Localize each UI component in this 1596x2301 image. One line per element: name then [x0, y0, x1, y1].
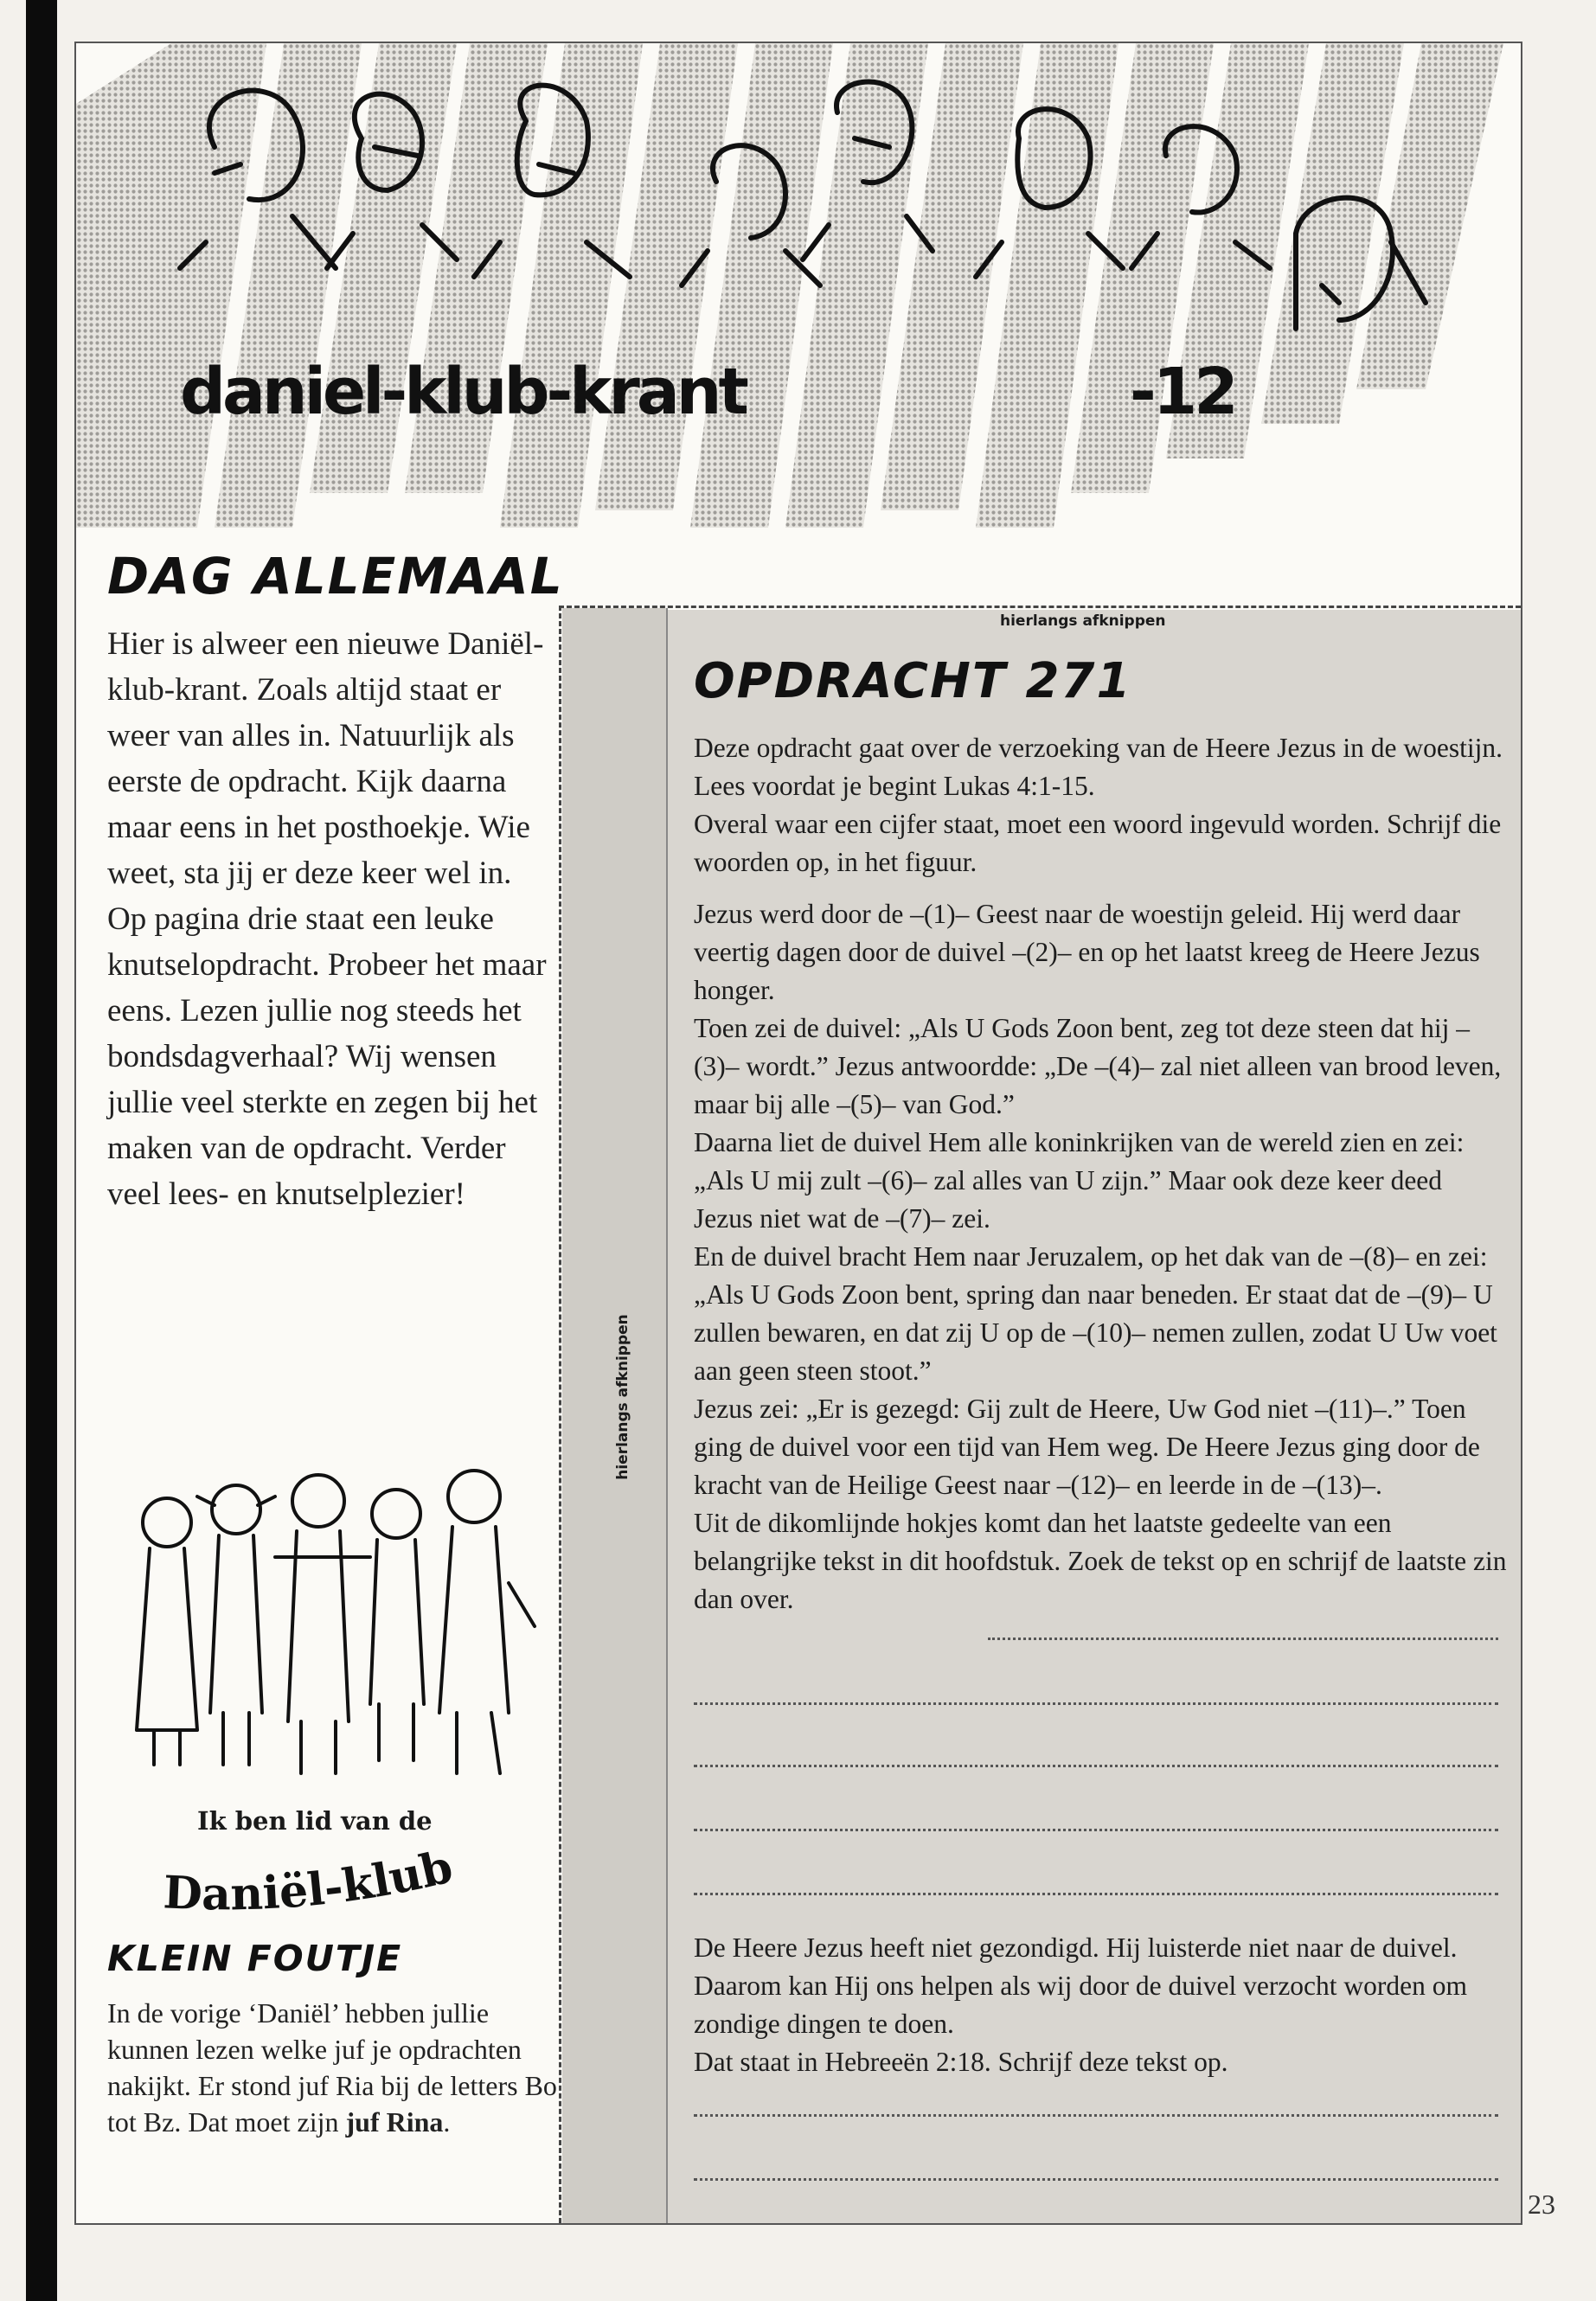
answer-line[interactable] — [694, 2178, 1498, 2181]
answer-line[interactable] — [694, 1829, 1498, 1831]
cut-label-top: hierlangs afknippen — [1000, 612, 1166, 630]
assignment-heading: OPDRACHT 271 — [694, 653, 1132, 709]
answer-line[interactable] — [694, 1765, 1498, 1767]
correction-text-end: . — [443, 2106, 451, 2138]
assignment-story: Jezus werd door de –(1)– Geest naar de woestijn geleid. Hij werd daar veertig dagen door de duivel –(2)– en op het laatst kreeg de Heere Jezus honger. Toen zei de duivel: „Als U Gods Zoon bent, zeg tot deze steen dat hij –(3)– wordt.” Jezus antwoordde: „De –(4)– zal niet alleen van brood leven, maar bij alle –(5)– van God.” Daarna liet de duivel Hem alle koninkrijken van de wereld zien en zei: „Als U mij zult –(6)– zal alles van U zijn.” Maar ook deze keer deed Jezus niet wat de –(7)– zei. En de duivel bracht Hem naar Jeruzalem, op het dak van de –(8)– en zei: „Als U Gods Zoon bent, spring dan naar beneden. Er staat dat de –(9)– U zullen bewaren, en dat zij U op de –(10)– nemen zullen, zodat U Uw voet aan geen steen stoot.” Jezus zei: „Er is gezegd: Gij zult de Heere, Uw God niet –(11)–.” Toen ging de duivel voor een tijd van Hem weg. De Heere Jezus ging door de kracht van de Heilige Geest naar –(12)– en leerde in de –(13)–. Uit de dikomlijnde hokjes komt dan het laatste gedeelte van een belangrijke tekst in dit hoofdstuk. Zoek de tekst op en schrijf de laatste zin dan over. — [694, 899, 1507, 1614]
masthead — [76, 43, 1521, 536]
cut-line-left — [559, 606, 561, 2223]
correction-heading: KLEIN FOUTJE — [107, 1938, 403, 1979]
correction-name: juf Rina — [345, 2106, 444, 2138]
masthead-illustration — [76, 43, 1521, 536]
cut-label-side: hierlangs afknippen — [614, 1314, 631, 1480]
membership-club-name — [154, 1825, 561, 1920]
issue-number: -12 — [1130, 355, 1235, 429]
newsletter-page — [74, 42, 1522, 2225]
answer-line[interactable] — [694, 2114, 1498, 2117]
answer-line[interactable] — [694, 1702, 1498, 1705]
scan-edge-bar — [26, 0, 57, 2301]
svg-text:Daniël-klub: Daniël-klub — [162, 1840, 458, 1920]
membership-label: Ik ben lid van de — [197, 1806, 433, 1836]
answer-line[interactable] — [988, 1638, 1498, 1640]
correction-text-main: In de vorige ‘Daniël’ hebben jullie kunnen lezen welke juf je opdrachten nakijkt. Er stond juf Ria bij de letters Bo tot Bz. Dat moet zijn — [107, 1997, 557, 2138]
intro-heading: DAG ALLEMAAL — [107, 547, 564, 606]
correction-text — [107, 1995, 557, 2140]
cut-line-top — [559, 606, 1521, 608]
page-number: 23 — [1528, 2189, 1555, 2220]
assignment-closing: De Heere Jezus heeft niet gezondigd. Hij luisterde niet naar de duivel. Daarom kan Hij ons helpen als wij door de duivel verzocht worden om zondige dingen te doen. Dat staat in Hebreeën 2:18. Schrijf deze tekst op. — [694, 1932, 1468, 2077]
assignment-intro: Deze opdracht gaat over de verzoeking van de Heere Jezus in de woestijn. Lees voordat je begint Lukas 4:1-15. Overal waar een cijfer staat, moet een woord ingevuld worden. Schrijf die woorden op, in het figuur. — [694, 733, 1503, 877]
children-drawing — [102, 1453, 586, 1817]
intro-text: Hier is alweer een nieuwe Daniël-klub-krant. Zoals altijd staat er weer van alles in. Natuurlijk als eerste de opdracht. Kijk daarna maar eens in het posthoekje. Wie weet, sta jij er deze keer wel in. Op pagina drie staat een leuke knutselopdracht. Probeer het maar eens. Lezen jullie nog steeds het bondsdagverhaal? Wij wensen jullie veel sterkte en zegen bij het maken van de opdracht. Verder veel lees- en knutselplezier! — [107, 626, 547, 1212]
answer-line[interactable] — [694, 1893, 1498, 1895]
newsletter-title: daniel-klub-krant — [180, 355, 746, 429]
